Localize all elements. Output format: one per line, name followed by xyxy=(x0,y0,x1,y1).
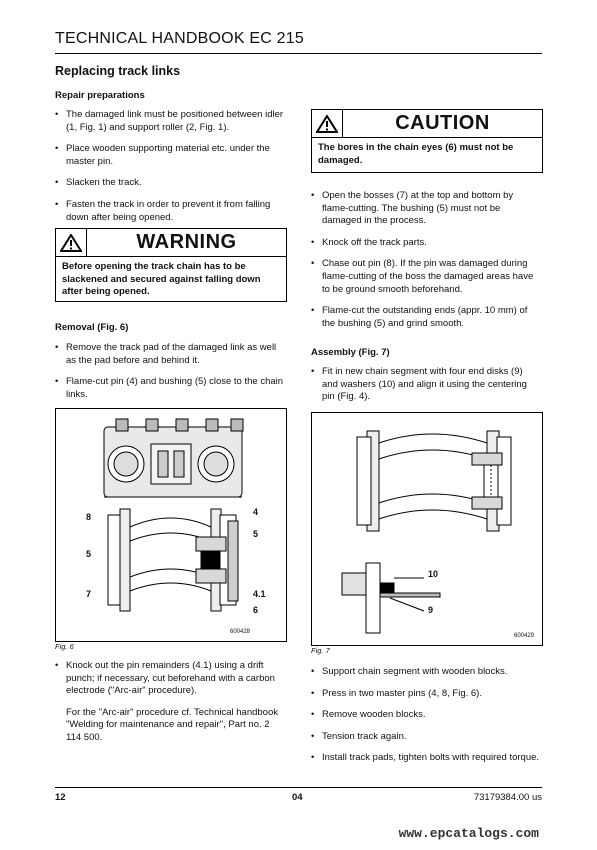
caution-text: The bores in the chain eyes (6) must not be damaged. xyxy=(318,142,514,166)
list-item: • Remove the track pad of the damaged link as well as the pad before and behind it. xyxy=(55,342,285,367)
list-item: • Flame-cut the outstanding ends (appr. 10 mm) of the bushing (5) and grind smooth. xyxy=(311,305,541,330)
figure-6-id: 600428 xyxy=(230,629,251,635)
warning-box xyxy=(55,228,287,302)
list-item: • Install track pads, tighten bolts with required torque. xyxy=(311,752,541,765)
list-item: • The damaged link must be positioned between idler (1, Fig. 1) and support roller (2, Fig. 1). xyxy=(55,109,285,134)
page-number: 12 xyxy=(55,792,66,803)
list-item: • Knock out the pin remainders (4.1) using a drift punch; if necessary, cut beforehand with a carbon electrode ("Arc-air" procedure). xyxy=(55,660,285,698)
assembly-heading: Assembly (Fig. 7) xyxy=(311,347,390,358)
figure-7 xyxy=(311,412,543,646)
list-item: • Slacken the track. xyxy=(55,177,285,190)
list-item: • Chase out pin (8). If the pin was damaged during flame-cutting of the boss the damaged areas have to be ground smooth beforehand. xyxy=(311,258,541,296)
list-item: • Tension track again. xyxy=(311,731,541,744)
list-item: • Knock off the track parts. xyxy=(311,237,541,250)
handbook-title: TECHNICAL HANDBOOK EC 215 xyxy=(55,30,304,47)
figure-7-drawing xyxy=(312,413,542,645)
list-item: • Flame-cut pin (4) and bushing (5) close to the chain links. xyxy=(55,376,285,401)
arc-air-note: For the "Arc-air" procedure cf. Technical handbook "Welding for maintenance and repair", Part no. 2 114 500. xyxy=(66,706,278,743)
arc-air-list xyxy=(55,660,285,745)
header-rule xyxy=(55,53,542,54)
caution-box xyxy=(311,109,543,173)
callout-9: 9 xyxy=(428,605,434,615)
warning-text: Before opening the track chain has to be slackened and secured against falling down after being opened. xyxy=(62,261,261,298)
warning-triangle-icon xyxy=(56,229,87,256)
disassembly-list xyxy=(311,190,541,339)
caution-triangle-icon xyxy=(312,110,343,137)
callout-10: 10 xyxy=(428,569,439,579)
warning-label: WARNING xyxy=(136,231,237,253)
caution-label: CAUTION xyxy=(395,112,490,134)
figure-6 xyxy=(55,408,287,642)
repair-preparations-list xyxy=(55,109,285,233)
document-number: 73179384.00 us xyxy=(473,792,542,803)
callout-7: 7 xyxy=(86,589,92,599)
list-item: • Press in two master pins (4, 8, Fig. 6). xyxy=(311,688,541,701)
figure-7-id: 600429 xyxy=(514,633,535,639)
callout-6: 6 xyxy=(253,605,259,615)
footer-rule xyxy=(55,787,542,788)
figure-7-caption: Fig. 7 xyxy=(311,646,330,655)
removal-heading: Removal (Fig. 6) xyxy=(55,322,129,333)
callout-4-1: 4.1 xyxy=(253,589,266,599)
watermark: www.epcatalogs.com xyxy=(398,826,539,841)
repair-preparations-heading: Repair preparations xyxy=(55,90,145,101)
list-item: • Fit in new chain segment with four end disks (9) and washers (10) and align it using the centering pin (Fig. 4). xyxy=(311,366,541,404)
chapter-number: 04 xyxy=(292,792,303,803)
list-item: • Place wooden supporting material etc. under the master pin. xyxy=(55,143,285,168)
figure-6-drawing xyxy=(56,409,286,641)
list-item: • Remove wooden blocks. xyxy=(311,709,541,722)
callout-4: 4 xyxy=(253,507,259,517)
callout-5-right: 5 xyxy=(253,529,259,539)
list-item: • Open the bosses (7) at the top and bottom by flame-cutting. The bushing (5) must not be damaged in the process. xyxy=(311,190,541,228)
removal-list xyxy=(55,342,285,410)
section-title: Replacing track links xyxy=(55,64,181,78)
list-item: • Fasten the track in order to prevent it from falling down after being opened. xyxy=(55,199,285,224)
callout-8: 8 xyxy=(86,512,92,522)
list-item: • Support chain segment with wooden blocks. xyxy=(311,666,541,679)
final-steps-list xyxy=(311,666,541,774)
assembly-list xyxy=(311,366,541,413)
callout-5-left: 5 xyxy=(86,549,92,559)
figure-6-caption: Fig. 6 xyxy=(55,642,74,651)
